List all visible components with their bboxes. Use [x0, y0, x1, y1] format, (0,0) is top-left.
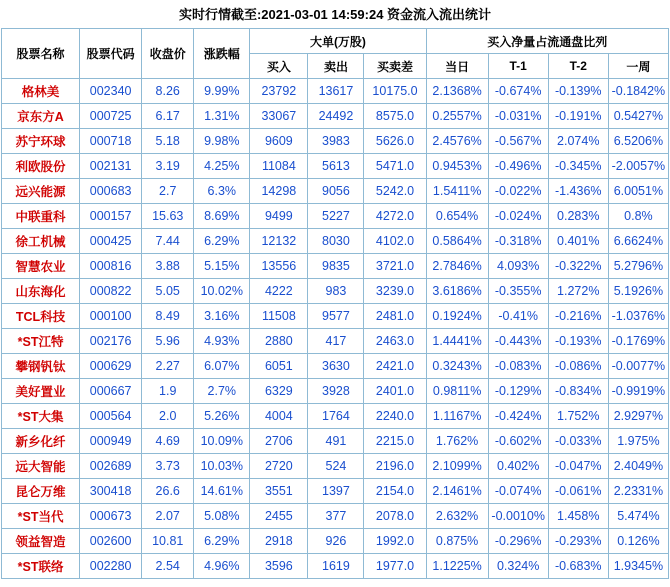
- cell-close: 3.73: [142, 454, 194, 479]
- cell-today: 0.1924%: [426, 304, 488, 329]
- cell-change: 6.07%: [194, 354, 250, 379]
- cell-today: 0.875%: [426, 529, 488, 554]
- cell-code: 000683: [80, 179, 142, 204]
- cell-buy: 2455: [250, 504, 308, 529]
- cell-sell: 3928: [308, 379, 364, 404]
- cell-buy: 9609: [250, 129, 308, 154]
- cell-t2: -0.216%: [548, 304, 608, 329]
- cell-week: -0.1842%: [608, 79, 668, 104]
- cell-t2: -0.683%: [548, 554, 608, 579]
- cell-net: 2196.0: [364, 454, 426, 479]
- cell-net: 3721.0: [364, 254, 426, 279]
- cell-buy: 3551: [250, 479, 308, 504]
- cell-code: 000564: [80, 404, 142, 429]
- header-today: 当日: [426, 54, 488, 79]
- cell-code: 000816: [80, 254, 142, 279]
- cell-code: 000822: [80, 279, 142, 304]
- cell-name: 京东方A: [2, 104, 80, 129]
- cell-name: 领益智造: [2, 529, 80, 554]
- cell-close: 26.6: [142, 479, 194, 504]
- cell-code: 000718: [80, 129, 142, 154]
- cell-name: 新乡化纤: [2, 429, 80, 454]
- table-row[interactable]: [2, 129, 669, 154]
- cell-t2: -0.193%: [548, 329, 608, 354]
- cell-today: 0.2557%: [426, 104, 488, 129]
- cell-code: 002340: [80, 79, 142, 104]
- cell-week: 6.0051%: [608, 179, 668, 204]
- cell-net: 2215.0: [364, 429, 426, 454]
- page-title: 实时行情截至:2021-03-01 14:59:24 资金流入流出统计: [178, 7, 492, 22]
- cell-week: -0.9919%: [608, 379, 668, 404]
- header-week: 一周: [608, 54, 668, 79]
- cell-today: 0.9811%: [426, 379, 488, 404]
- header-close: 收盘价: [142, 29, 194, 79]
- cell-net: 2401.0: [364, 379, 426, 404]
- cell-code: 002600: [80, 529, 142, 554]
- cell-t1: -0.424%: [488, 404, 548, 429]
- cell-change: 4.25%: [194, 154, 250, 179]
- cell-t2: 0.401%: [548, 229, 608, 254]
- cell-sell: 9835: [308, 254, 364, 279]
- cell-change: 6.3%: [194, 179, 250, 204]
- cell-change: 10.03%: [194, 454, 250, 479]
- cell-sell: 926: [308, 529, 364, 554]
- cell-sell: 9577: [308, 304, 364, 329]
- cell-week: 2.9297%: [608, 404, 668, 429]
- cell-today: 1.1225%: [426, 554, 488, 579]
- cell-week: -0.1769%: [608, 329, 668, 354]
- cell-t2: -0.191%: [548, 104, 608, 129]
- cell-buy: 11508: [250, 304, 308, 329]
- cell-t2: -0.139%: [548, 79, 608, 104]
- cell-net: 2240.0: [364, 404, 426, 429]
- cell-week: 5.474%: [608, 504, 668, 529]
- cell-name: 山东海化: [2, 279, 80, 304]
- cell-t2: 1.272%: [548, 279, 608, 304]
- cell-t2: 2.074%: [548, 129, 608, 154]
- cell-buy: 3596: [250, 554, 308, 579]
- cell-sell: 491: [308, 429, 364, 454]
- table-header: [2, 29, 669, 79]
- cell-name: *ST联络: [2, 554, 80, 579]
- cell-name: *ST大集: [2, 404, 80, 429]
- cell-close: 5.18: [142, 129, 194, 154]
- cell-close: 1.9: [142, 379, 194, 404]
- cell-code: 000629: [80, 354, 142, 379]
- cell-change: 5.26%: [194, 404, 250, 429]
- cell-change: 3.16%: [194, 304, 250, 329]
- cell-sell: 8030: [308, 229, 364, 254]
- cell-t2: -0.047%: [548, 454, 608, 479]
- cell-name: 美好置业: [2, 379, 80, 404]
- cell-sell: 417: [308, 329, 364, 354]
- cell-change: 2.7%: [194, 379, 250, 404]
- cell-week: 6.5206%: [608, 129, 668, 154]
- table-row[interactable]: [2, 429, 669, 454]
- cell-close: 2.07: [142, 504, 194, 529]
- cell-week: 6.6624%: [608, 229, 668, 254]
- cell-net: 3239.0: [364, 279, 426, 304]
- cell-buy: 4004: [250, 404, 308, 429]
- header-net: 买卖差: [364, 54, 426, 79]
- cell-sell: 5613: [308, 154, 364, 179]
- cell-buy: 6329: [250, 379, 308, 404]
- cell-week: 1.975%: [608, 429, 668, 454]
- cell-close: 4.69: [142, 429, 194, 454]
- header-t2: T-2: [548, 54, 608, 79]
- cell-change: 6.29%: [194, 529, 250, 554]
- cell-t2: -0.834%: [548, 379, 608, 404]
- header-code: 股票代码: [80, 29, 142, 79]
- cell-week: 1.9345%: [608, 554, 668, 579]
- cell-week: 0.8%: [608, 204, 668, 229]
- cell-sell: 1764: [308, 404, 364, 429]
- cell-net: 5626.0: [364, 129, 426, 154]
- cell-change: 5.15%: [194, 254, 250, 279]
- cell-net: 2463.0: [364, 329, 426, 354]
- cell-name: *ST江特: [2, 329, 80, 354]
- cell-close: 8.26: [142, 79, 194, 104]
- cell-t1: -0.0010%: [488, 504, 548, 529]
- fund-flow-table: [1, 28, 669, 579]
- cell-sell: 1397: [308, 479, 364, 504]
- cell-buy: 12132: [250, 229, 308, 254]
- cell-buy: 11084: [250, 154, 308, 179]
- cell-code: 000667: [80, 379, 142, 404]
- cell-change: 4.93%: [194, 329, 250, 354]
- table-row[interactable]: [2, 529, 669, 554]
- cell-t1: -0.024%: [488, 204, 548, 229]
- cell-today: 2.7846%: [426, 254, 488, 279]
- cell-name: 中联重科: [2, 204, 80, 229]
- cell-net: 1992.0: [364, 529, 426, 554]
- cell-today: 1.4441%: [426, 329, 488, 354]
- cell-net: 2078.0: [364, 504, 426, 529]
- cell-t2: -0.293%: [548, 529, 608, 554]
- cell-t1: 0.324%: [488, 554, 548, 579]
- cell-change: 5.08%: [194, 504, 250, 529]
- cell-t1: -0.602%: [488, 429, 548, 454]
- cell-buy: 23792: [250, 79, 308, 104]
- table-row[interactable]: [2, 479, 669, 504]
- cell-close: 5.96: [142, 329, 194, 354]
- cell-close: 7.44: [142, 229, 194, 254]
- table-row[interactable]: [2, 454, 669, 479]
- header-change: 涨跌幅: [194, 29, 250, 79]
- cell-t1: -0.567%: [488, 129, 548, 154]
- cell-code: 002689: [80, 454, 142, 479]
- cell-sell: 3630: [308, 354, 364, 379]
- cell-buy: 2880: [250, 329, 308, 354]
- cell-buy: 13556: [250, 254, 308, 279]
- table-row[interactable]: [2, 179, 669, 204]
- cell-t2: 1.458%: [548, 504, 608, 529]
- cell-t1: -0.496%: [488, 154, 548, 179]
- table-row[interactable]: [2, 154, 669, 179]
- cell-close: 6.17: [142, 104, 194, 129]
- cell-week: 0.5427%: [608, 104, 668, 129]
- cell-today: 0.654%: [426, 204, 488, 229]
- cell-close: 2.7: [142, 179, 194, 204]
- cell-t1: -0.129%: [488, 379, 548, 404]
- cell-t1: -0.443%: [488, 329, 548, 354]
- cell-t2: -0.345%: [548, 154, 608, 179]
- table-row[interactable]: [2, 254, 669, 279]
- cell-close: 3.19: [142, 154, 194, 179]
- cell-code: 300418: [80, 479, 142, 504]
- cell-today: 1.1167%: [426, 404, 488, 429]
- cell-t1: -0.074%: [488, 479, 548, 504]
- table-row[interactable]: [2, 504, 669, 529]
- cell-close: 2.27: [142, 354, 194, 379]
- cell-buy: 14298: [250, 179, 308, 204]
- cell-code: 000100: [80, 304, 142, 329]
- table-row[interactable]: [2, 79, 669, 104]
- cell-sell: 3983: [308, 129, 364, 154]
- cell-name: 苏宁环球: [2, 129, 80, 154]
- cell-name: 徐工机械: [2, 229, 80, 254]
- table-row[interactable]: [2, 304, 669, 329]
- table-row[interactable]: [2, 279, 669, 304]
- cell-buy: 4222: [250, 279, 308, 304]
- cell-today: 1.5411%: [426, 179, 488, 204]
- cell-week: 2.4049%: [608, 454, 668, 479]
- cell-name: 智慧农业: [2, 254, 80, 279]
- cell-t1: -0.022%: [488, 179, 548, 204]
- cell-sell: 524: [308, 454, 364, 479]
- table-row[interactable]: [2, 404, 669, 429]
- cell-close: 2.0: [142, 404, 194, 429]
- cell-t1: -0.318%: [488, 229, 548, 254]
- cell-net: 2154.0: [364, 479, 426, 504]
- cell-today: 2.1461%: [426, 479, 488, 504]
- cell-t2: -0.322%: [548, 254, 608, 279]
- cell-sell: 5227: [308, 204, 364, 229]
- cell-t1: -0.031%: [488, 104, 548, 129]
- cell-change: 4.96%: [194, 554, 250, 579]
- cell-net: 8575.0: [364, 104, 426, 129]
- cell-week: 5.1926%: [608, 279, 668, 304]
- table-row[interactable]: [2, 379, 669, 404]
- cell-code: 002280: [80, 554, 142, 579]
- cell-t2: -1.436%: [548, 179, 608, 204]
- cell-change: 8.69%: [194, 204, 250, 229]
- cell-net: 10175.0: [364, 79, 426, 104]
- cell-t2: 1.752%: [548, 404, 608, 429]
- cell-net: 5242.0: [364, 179, 426, 204]
- cell-code: 000673: [80, 504, 142, 529]
- cell-change: 9.99%: [194, 79, 250, 104]
- cell-net: 2421.0: [364, 354, 426, 379]
- cell-today: 0.3243%: [426, 354, 488, 379]
- cell-name: 昆仑万维: [2, 479, 80, 504]
- cell-buy: 33067: [250, 104, 308, 129]
- header-group-net-ratio: 买入净量占流通盘比列: [426, 29, 668, 54]
- cell-change: 10.02%: [194, 279, 250, 304]
- cell-t1: -0.296%: [488, 529, 548, 554]
- cell-today: 3.6186%: [426, 279, 488, 304]
- cell-t2: -0.086%: [548, 354, 608, 379]
- cell-week: 5.2796%: [608, 254, 668, 279]
- cell-t1: -0.083%: [488, 354, 548, 379]
- header-group-big-order: 大单(万股): [250, 29, 426, 54]
- cell-close: 2.54: [142, 554, 194, 579]
- header-name: 股票名称: [2, 29, 80, 79]
- cell-name: 攀钢钒钛: [2, 354, 80, 379]
- cell-sell: 9056: [308, 179, 364, 204]
- cell-change: 6.29%: [194, 229, 250, 254]
- table-row[interactable]: [2, 554, 669, 579]
- cell-change: 10.09%: [194, 429, 250, 454]
- header-sell: 卖出: [308, 54, 364, 79]
- cell-sell: 1619: [308, 554, 364, 579]
- cell-code: 000725: [80, 104, 142, 129]
- cell-name: 格林美: [2, 79, 80, 104]
- cell-sell: 983: [308, 279, 364, 304]
- cell-code: 002131: [80, 154, 142, 179]
- cell-today: 2.632%: [426, 504, 488, 529]
- cell-close: 15.63: [142, 204, 194, 229]
- cell-buy: 2918: [250, 529, 308, 554]
- cell-today: 2.1368%: [426, 79, 488, 104]
- cell-today: 2.4576%: [426, 129, 488, 154]
- cell-name: *ST当代: [2, 504, 80, 529]
- cell-close: 5.05: [142, 279, 194, 304]
- cell-change: 9.98%: [194, 129, 250, 154]
- cell-t2: -0.033%: [548, 429, 608, 454]
- cell-sell: 377: [308, 504, 364, 529]
- cell-sell: 13617: [308, 79, 364, 104]
- cell-net: 5471.0: [364, 154, 426, 179]
- cell-week: 0.126%: [608, 529, 668, 554]
- cell-today: 1.762%: [426, 429, 488, 454]
- cell-name: 远兴能源: [2, 179, 80, 204]
- table-body: [2, 79, 669, 579]
- cell-net: 2481.0: [364, 304, 426, 329]
- cell-name: TCL科技: [2, 304, 80, 329]
- cell-change: 1.31%: [194, 104, 250, 129]
- cell-close: 10.81: [142, 529, 194, 554]
- header-t1: T-1: [488, 54, 548, 79]
- cell-name: 利欧股份: [2, 154, 80, 179]
- cell-code: 000425: [80, 229, 142, 254]
- header-buy: 买入: [250, 54, 308, 79]
- table-row[interactable]: [2, 229, 669, 254]
- cell-buy: 2720: [250, 454, 308, 479]
- cell-close: 3.88: [142, 254, 194, 279]
- cell-t1: 4.093%: [488, 254, 548, 279]
- cell-t1: -0.674%: [488, 79, 548, 104]
- cell-buy: 9499: [250, 204, 308, 229]
- cell-t1: -0.355%: [488, 279, 548, 304]
- table-row[interactable]: [2, 329, 669, 354]
- cell-week: -2.0057%: [608, 154, 668, 179]
- cell-week: -0.0077%: [608, 354, 668, 379]
- cell-code: 000157: [80, 204, 142, 229]
- table-row[interactable]: [2, 204, 669, 229]
- cell-sell: 24492: [308, 104, 364, 129]
- cell-today: 2.1099%: [426, 454, 488, 479]
- cell-close: 8.49: [142, 304, 194, 329]
- table-row[interactable]: [2, 354, 669, 379]
- cell-change: 14.61%: [194, 479, 250, 504]
- cell-today: 0.9453%: [426, 154, 488, 179]
- cell-buy: 6051: [250, 354, 308, 379]
- cell-t1: -0.41%: [488, 304, 548, 329]
- cell-name: 远大智能: [2, 454, 80, 479]
- cell-week: -1.0376%: [608, 304, 668, 329]
- cell-net: 4102.0: [364, 229, 426, 254]
- cell-net: 1977.0: [364, 554, 426, 579]
- cell-code: 002176: [80, 329, 142, 354]
- cell-week: 2.2331%: [608, 479, 668, 504]
- cell-net: 4272.0: [364, 204, 426, 229]
- cell-code: 000949: [80, 429, 142, 454]
- cell-t2: 0.283%: [548, 204, 608, 229]
- table-row[interactable]: [2, 104, 669, 129]
- cell-t1: 0.402%: [488, 454, 548, 479]
- cell-today: 0.5864%: [426, 229, 488, 254]
- cell-t2: -0.061%: [548, 479, 608, 504]
- cell-buy: 2706: [250, 429, 308, 454]
